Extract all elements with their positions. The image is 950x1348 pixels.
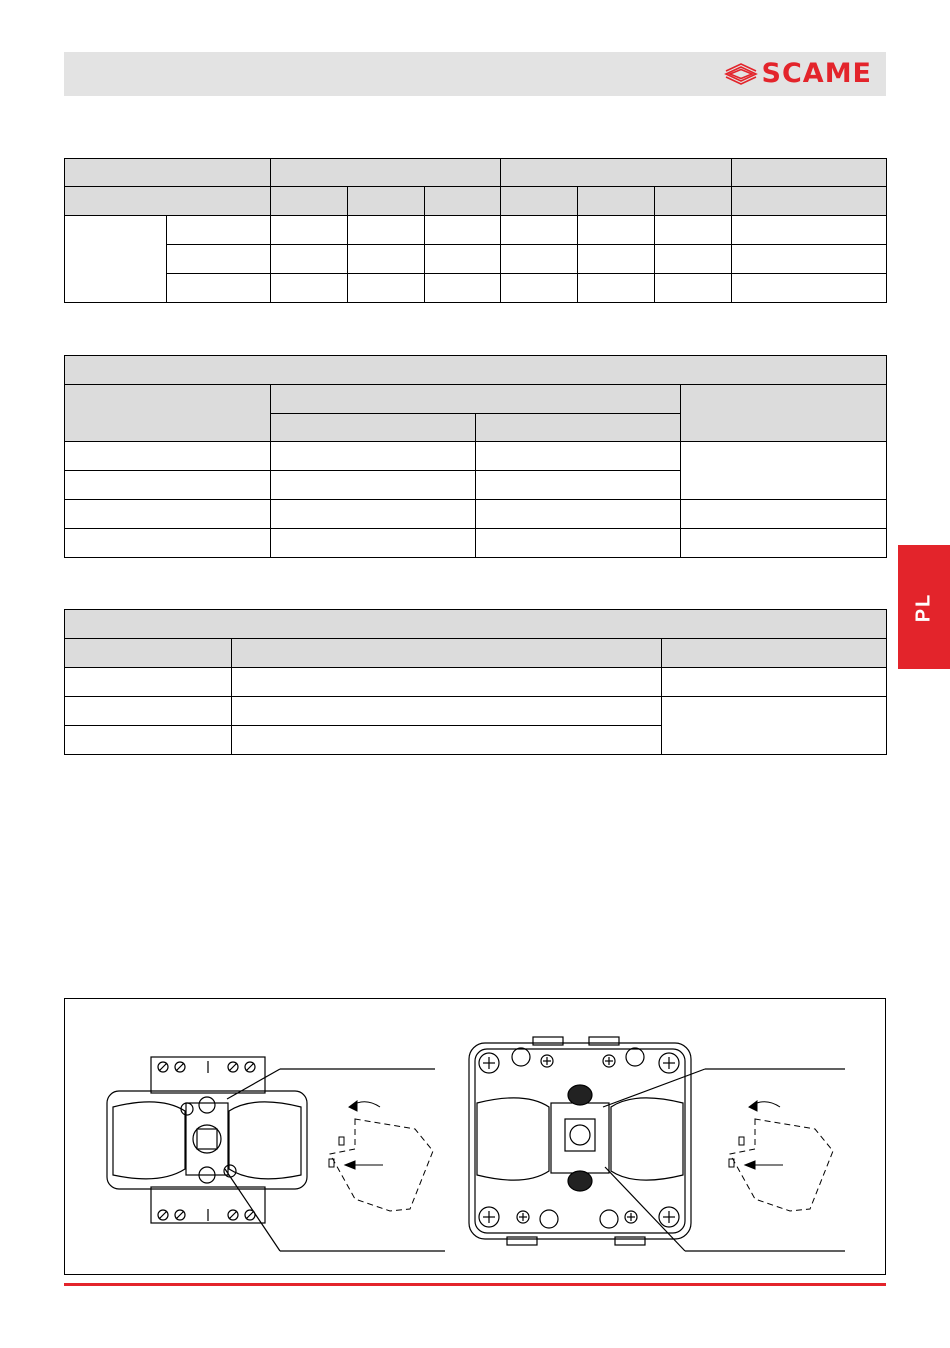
table-cell (662, 697, 887, 755)
table-cell (271, 471, 476, 500)
table-cell (732, 245, 887, 274)
table-cell (65, 216, 167, 303)
enclosure-socket-module-icon (469, 1037, 845, 1251)
table-cell (271, 216, 348, 245)
table-row (65, 274, 887, 303)
table-cell (681, 385, 887, 442)
table-cell (425, 274, 501, 303)
table-cell (681, 529, 887, 558)
figure-drawing (65, 999, 885, 1274)
table-cell (655, 274, 732, 303)
table-row (65, 216, 887, 245)
table-cell (662, 639, 887, 668)
footer-divider (64, 1283, 886, 1286)
table-2-title-row (65, 356, 887, 385)
table-cell (65, 187, 271, 216)
table-1-subheader-row (65, 187, 887, 216)
table-1-header-row (65, 159, 887, 187)
table-cell (501, 187, 578, 216)
table-cell (578, 274, 655, 303)
table-cell (655, 216, 732, 245)
table-cell (476, 442, 681, 471)
table-3-title-row (65, 610, 887, 639)
table-cell (732, 159, 887, 187)
table-cell (65, 668, 232, 697)
table-cell (425, 245, 501, 274)
table-cell (271, 414, 476, 442)
left-detail-part (329, 1101, 433, 1211)
table-cell (681, 442, 887, 500)
table-cell (232, 668, 662, 697)
table-cell (501, 274, 578, 303)
table-cell (65, 726, 232, 755)
language-tab (898, 545, 950, 669)
table-cell (232, 697, 662, 726)
table-cell (271, 187, 348, 216)
table-cell (578, 216, 655, 245)
table-cell (662, 668, 887, 697)
table-2-header-row (65, 385, 887, 414)
table-cell (655, 245, 732, 274)
table-cell (271, 385, 681, 414)
table-cell (578, 245, 655, 274)
table-cell (65, 529, 271, 558)
table-row (65, 500, 887, 529)
table-cell (348, 216, 425, 245)
technical-figure (64, 998, 886, 1275)
table-cell (348, 187, 425, 216)
table-cell (271, 442, 476, 471)
rcd-socket-module-icon (107, 1057, 445, 1251)
table-cell (501, 159, 732, 187)
table-row (65, 442, 887, 471)
table-cell (65, 697, 232, 726)
table-cell (167, 245, 271, 274)
table-cell (732, 187, 887, 216)
language-tab-label: PL (912, 592, 935, 622)
table-cell (232, 639, 662, 668)
table-cell (348, 245, 425, 274)
table-row (65, 697, 887, 726)
table-cell (65, 639, 232, 668)
table-cell (271, 245, 348, 274)
table-cell (65, 500, 271, 529)
table-row (65, 668, 887, 697)
table-row (65, 245, 887, 274)
table-cell (271, 274, 348, 303)
table-cell (501, 216, 578, 245)
table-cell (476, 500, 681, 529)
table-cell (271, 500, 476, 529)
brand-name: SCAME (761, 58, 872, 89)
table-cell (65, 471, 271, 500)
table-cell (578, 187, 655, 216)
table-2 (64, 355, 887, 558)
table-cell (65, 385, 271, 442)
table-cell (681, 500, 887, 529)
table-cell (476, 529, 681, 558)
table-cell (476, 414, 681, 442)
table-cell (655, 187, 732, 216)
table-cell (425, 216, 501, 245)
table-cell (732, 216, 887, 245)
header-bar (64, 52, 886, 96)
table-3 (64, 609, 887, 755)
table-cell (271, 529, 476, 558)
brand-logo (724, 60, 872, 88)
table-cell (348, 274, 425, 303)
scame-logo-icon (724, 63, 758, 85)
table-cell (232, 726, 662, 755)
table-cell (65, 159, 271, 187)
table-cell (65, 356, 887, 385)
right-detail-part (729, 1101, 833, 1211)
table-cell (501, 245, 578, 274)
table-cell (65, 610, 887, 639)
table-cell (425, 187, 501, 216)
table-3-header-row (65, 639, 887, 668)
table-cell (167, 216, 271, 245)
table-cell (167, 274, 271, 303)
table-cell (476, 471, 681, 500)
table-row (65, 529, 887, 558)
table-cell (271, 159, 501, 187)
table-cell (65, 442, 271, 471)
table-1 (64, 158, 887, 303)
table-cell (732, 274, 887, 303)
